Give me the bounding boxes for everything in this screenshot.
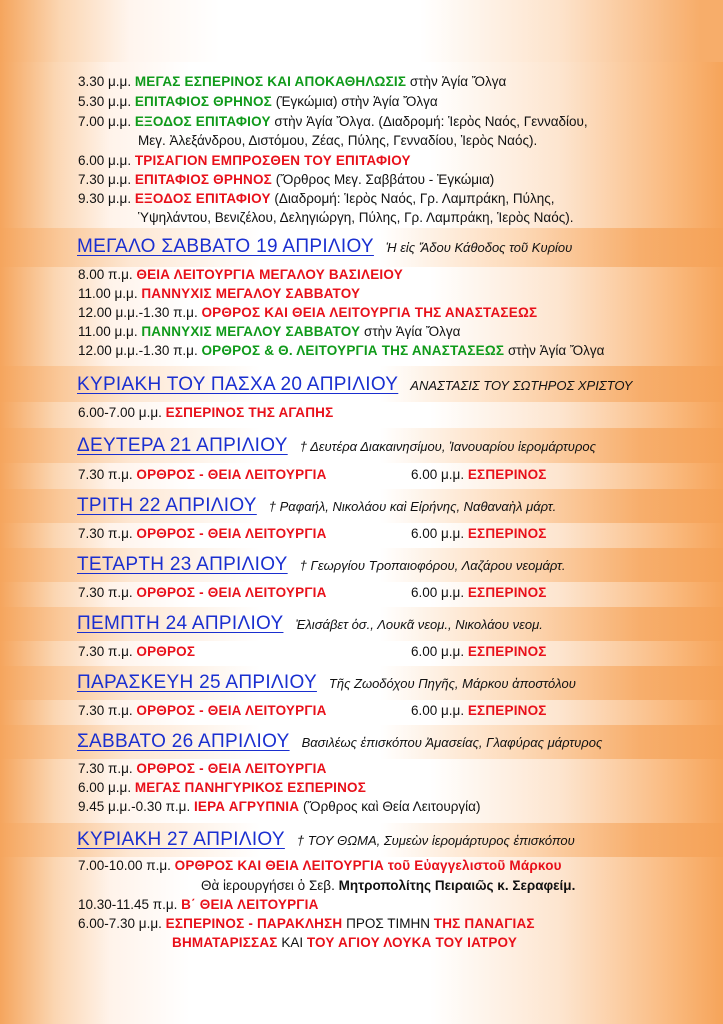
time: 9.30 μ.μ. xyxy=(78,191,135,206)
service-name: ΟΡΘΡΟΣ xyxy=(136,644,196,659)
note: στὴν Ἁγία Ὄλγα. (Διαδρομή: Ἱερὸς Ναός, Γενναδίου, xyxy=(270,114,588,129)
note: (Ὄρθρος Μεγ. Σαββάτου - Ἐγκώμια) xyxy=(271,172,495,187)
service-name: ΟΡΘΡΟΣ - ΘΕΙΑ ΛΕΙΤΟΥΡΓΙΑ xyxy=(136,703,327,718)
feast-name: † Γεωργίου Τροπαιοφόρου, Λαζάρου νεομάρτ. xyxy=(299,558,566,573)
top-band xyxy=(0,0,723,62)
time: 11.00 μ.μ. xyxy=(78,324,142,339)
schedule-line xyxy=(78,113,588,130)
day-heading-sunday27 xyxy=(77,829,575,851)
time: 7.30 π.μ. xyxy=(78,644,137,659)
service-name: ΟΡΘΡΟΣ ΚΑΙ ΘΕΙΑ ΛΕΙΤΟΥΡΓΙΑ xyxy=(174,858,384,873)
service-name: ΘΕΙΑ ΛΕΙΤΟΥΡΓΙΑ ΜΕΓΑΛΟΥ ΒΑΣΙΛΕΙΟΥ xyxy=(136,267,403,282)
feast-name: † ΤΟΥ ΘΩΜΑ, Συμεὼν ἱερομάρτυρος ἐπισκόπου xyxy=(296,833,575,848)
service-name: ΕΣΠΕΡΙΝΟΣ ΤΗΣ ΑΓΑΠΗΣ xyxy=(165,405,334,420)
service-name: ΟΡΘΡΟΣ ΚΑΙ ΘΕΙΑ ΛΕΙΤΟΥΡΓΙΑ ΤΗΣ ΑΝΑΣΤΑΣΕΩΣ xyxy=(201,305,538,320)
note: στὴν Ἁγία Ὄλγα xyxy=(406,74,507,89)
schedule-line xyxy=(78,285,360,302)
time: 7.30 π.μ. xyxy=(78,703,137,718)
note: Ὑψηλάντου, Βενιζέλου, Δεληγιώργη, Πύλης, Γρ. Λαμπράκη, Ἱερὸς Ναός). xyxy=(138,210,574,225)
schedule-line-continued xyxy=(172,934,517,951)
service-name: ΜΕΓΑΣ ΠΑΝΗΓΥΡΙΚΟΣ ΕΣΠΕΡΙΝΟΣ xyxy=(134,780,367,795)
schedule-line xyxy=(78,643,195,660)
service-name: ΕΠΙΤΑΦΙΟΣ ΘΡΗΝΟΣ xyxy=(134,172,272,187)
time: 6.00 μ.μ. xyxy=(411,644,468,659)
time: 7.00-10.00 π.μ. xyxy=(78,858,175,873)
schedule-line xyxy=(78,73,506,90)
day-heading-great-saturday xyxy=(77,236,572,258)
service-name: ΤΡΙΣΑΓΙΟΝ ΕΜΠΡΟΣΘΕΝ ΤΟΥ ΕΠΙΤΑΦΙΟΥ xyxy=(134,153,411,168)
schedule-line xyxy=(78,342,604,359)
service-name: ΕΣΠΕΡΙΝΟΣ xyxy=(467,585,547,600)
service-name: ΕΣΠΕΡΙΝΟΣ xyxy=(467,467,547,482)
day-title: ΠΑΡΑΣΚΕΥΗ 25 ΑΠΡΙΛΙΟΥ xyxy=(77,672,317,693)
day-title: ΜΕΓΑΛΟ ΣΑΒΒΑΤΟ 19 ΑΠΡΙΛΙΟΥ xyxy=(77,236,374,257)
service-name: ΕΣΠΕΡΙΝΟΣ xyxy=(467,526,547,541)
day-heading-friday25 xyxy=(77,672,576,694)
service-name: ΟΡΘΡΟΣ - ΘΕΙΑ ΛΕΙΤΟΥΡΓΙΑ xyxy=(136,761,327,776)
note: ΚΑΙ xyxy=(277,935,307,950)
time: 7.30 π.μ. xyxy=(78,526,137,541)
time: 7.30 π.μ. xyxy=(78,585,137,600)
feast-name: † Ραφαήλ, Νικολάου καὶ Εἰρήνης, Ναθαναὴλ μάρτ. xyxy=(268,499,557,514)
time: 5.30 μ.μ. xyxy=(78,94,135,109)
service-name: ΟΡΘΡΟΣ - ΘΕΙΑ ΛΕΙΤΟΥΡΓΙΑ xyxy=(136,526,327,541)
note: στὴν Ἁγία Ὄλγα xyxy=(360,324,461,339)
schedule-line xyxy=(411,584,547,601)
schedule-line xyxy=(78,760,327,777)
time: 6.00 μ.μ. xyxy=(411,703,468,718)
day-title: ΤΕΤΑΡΤΗ 23 ΑΠΡΙΛΙΟΥ xyxy=(77,554,288,575)
time: 6.00-7.00 μ.μ. xyxy=(78,405,166,420)
day-title: ΤΡΙΤΗ 22 ΑΠΡΙΛΙΟΥ xyxy=(77,495,257,516)
schedule-line xyxy=(78,584,327,601)
time: 3.30 μ.μ. xyxy=(78,74,135,89)
day-heading-monday xyxy=(77,435,596,457)
time: 8.00 π.μ. xyxy=(78,267,137,282)
service-name: Β΄ ΘΕΙΑ ΛΕΙΤΟΥΡΓΙΑ xyxy=(181,897,319,912)
service-name: ΕΣΠΕΡΙΝΟΣ xyxy=(467,644,547,659)
service-name: ΒΗΜΑΤΑΡΙΣΣΑΣ xyxy=(172,935,278,950)
schedule-line xyxy=(411,702,547,719)
service-name: ΜΕΓΑΣ ΕΣΠΕΡΙΝΟΣ ΚΑΙ ΑΠΟΚΑΘΗΛΩΣΙΣ xyxy=(134,74,407,89)
service-name: ΟΡΘΡΟΣ - ΘΕΙΑ ΛΕΙΤΟΥΡΓΙΑ xyxy=(136,585,327,600)
schedule-line xyxy=(78,896,319,913)
feast-name: Τῆς Ζωοδόχου Πηγῆς, Μάρκου ἀποστόλου xyxy=(328,676,576,691)
schedule-line xyxy=(78,857,562,874)
note: στὴν Ἁγία Ὄλγα xyxy=(504,343,605,358)
service-name: ΠΑΝΝΥΧΙΣ ΜΕΓΑΛΟΥ ΣΑΒΒΑΤΟΥ xyxy=(141,286,361,301)
time: 10.30-11.45 π.μ. xyxy=(78,897,182,912)
schedule-line xyxy=(78,190,555,207)
time: 7.30 π.μ. xyxy=(78,467,137,482)
schedule-line xyxy=(411,466,547,483)
time: 7.30 μ.μ. xyxy=(78,172,135,187)
service-name: ΕΞΟΔΟΣ ΕΠΙΤΑΦΙΟΥ xyxy=(134,114,271,129)
feast-name: Ἡ εἰς Ἅδου Κάθοδος τοῦ Κυρίου xyxy=(385,240,573,255)
day-title: ΔΕΥΤΕΡΑ 21 ΑΠΡΙΛΙΟΥ xyxy=(77,435,288,456)
time: 6.00 μ.μ. xyxy=(411,467,468,482)
feast-name: Βασιλέως ἐπισκόπου Ἀμασείας, Γλαφύρας μάρτυρος xyxy=(301,735,603,750)
schedule-line xyxy=(78,466,327,483)
schedule-line xyxy=(78,798,480,815)
note: Μεγ. Ἀλεξάνδρου, Διστόμου, Ζέας, Πύλης, Γενναδίου, Ἱερὸς Ναός). xyxy=(138,133,538,148)
note: (Ἐγκώμια) στὴν Ἁγία Ὄλγα xyxy=(271,94,438,109)
schedule-line xyxy=(78,304,537,321)
celebrant: Μητροπολίτης Πειραιῶς κ. Σεραφείμ. xyxy=(338,878,576,893)
schedule-line xyxy=(78,702,327,719)
schedule-line xyxy=(411,525,547,542)
schedule-line xyxy=(411,643,547,660)
schedule-line xyxy=(78,525,327,542)
schedule-line xyxy=(78,152,411,169)
service-name: ΤΗΣ ΠΑΝΑΓΙΑΣ xyxy=(433,916,535,931)
day-title: ΣΑΒΒΑΤΟ 26 ΑΠΡΙΛΙΟΥ xyxy=(77,731,290,752)
schedule-line xyxy=(201,877,575,894)
time: 6.00 μ.μ. xyxy=(78,153,135,168)
note: ΠΡΟΣ ΤΙΜΗΝ xyxy=(342,916,434,931)
day-heading-saturday26 xyxy=(77,731,602,753)
schedule-line xyxy=(78,171,494,188)
note: (Διαδρομή: Ἱερὸς Ναός, Γρ. Λαμπράκη, Πύλης, xyxy=(270,191,555,206)
schedule-line xyxy=(78,323,460,340)
service-name: ΕΞΟΔΟΣ ΕΠΙΤΑΦΙΟΥ xyxy=(134,191,271,206)
service-name: ΠΑΝΝΥΧΙΣ ΜΕΓΑΛΟΥ ΣΑΒΒΑΤΟΥ xyxy=(141,324,361,339)
service-name: ΟΡΘΡΟΣ - ΘΕΙΑ ΛΕΙΤΟΥΡΓΙΑ xyxy=(136,467,327,482)
time: 6.00 μ.μ. xyxy=(411,585,468,600)
schedule-line xyxy=(78,266,403,283)
time: 6.00 μ.μ. xyxy=(78,780,135,795)
schedule-line-continued xyxy=(138,132,537,149)
schedule-line xyxy=(78,779,366,796)
feast-name: Ἐλισάβετ ὁσ., Λουκᾶ νεομ., Νικολάου νεομ. xyxy=(295,617,543,632)
day-heading-thursday xyxy=(77,613,543,635)
service-name: ΕΣΠΕΡΙΝΟΣ - ΠΑΡΑΚΛΗΣΗ xyxy=(165,916,343,931)
service-name: ΟΡΘΡΟΣ & Θ. ΛΕΙΤΟΥΡΓΙΑ ΤΗΣ ΑΝΑΣΤΑΣΕΩΣ xyxy=(201,343,505,358)
time: 6.00 μ.μ. xyxy=(411,526,468,541)
time: 12.00 μ.μ.-1.30 π.μ. xyxy=(78,343,202,358)
service-name: ΕΠΙΤΑΦΙΟΣ ΘΡΗΝΟΣ xyxy=(134,94,272,109)
schedule-line-continued xyxy=(138,209,573,226)
schedule-line xyxy=(78,915,535,932)
note: Θὰ ἱερουργήσει ὁ Σεβ. xyxy=(201,878,339,893)
time: 7.00 μ.μ. xyxy=(78,114,135,129)
time: 11.00 μ.μ. xyxy=(78,286,142,301)
note: τοῦ Εὐαγγελιστοῦ Μάρκου xyxy=(383,858,562,873)
time: 12.00 μ.μ.-1.30 π.μ. xyxy=(78,305,202,320)
day-title: ΠΕΜΠΤΗ 24 ΑΠΡΙΛΙΟΥ xyxy=(77,613,284,634)
service-name: ΙΕΡΑ ΑΓΡΥΠΝΙΑ xyxy=(193,799,300,814)
schedule-line xyxy=(78,93,438,110)
day-title: ΚΥΡΙΑΚΗ ΤΟΥ ΠΑΣΧΑ 20 ΑΠΡΙΛΙΟΥ xyxy=(77,374,399,395)
service-name: ΕΣΠΕΡΙΝΟΣ xyxy=(467,703,547,718)
day-heading-easter xyxy=(77,374,632,396)
feast-name: † Δευτέρα Διακαινησίμου, Ἰανουαρίου ἱερομάρτυρος xyxy=(299,439,596,454)
schedule-line xyxy=(78,404,333,421)
day-heading-wednesday xyxy=(77,554,566,576)
time: 9.45 μ.μ.-0.30 π.μ. xyxy=(78,799,194,814)
feast-name: ΑΝΑΣΤΑΣΙΣ ΤΟΥ ΣΩΤΗΡΟΣ ΧΡΙΣΤΟΥ xyxy=(410,378,633,393)
note: (Ὄρθρος καὶ Θεία Λειτουργία) xyxy=(299,799,481,814)
day-title: ΚΥΡΙΑΚΗ 27 ΑΠΡΙΛΙΟΥ xyxy=(77,829,285,850)
time: 7.30 π.μ. xyxy=(78,761,137,776)
time: 6.00-7.30 μ.μ. xyxy=(78,916,166,931)
day-heading-tuesday xyxy=(77,495,556,517)
service-name: ΤΟΥ ΑΓΙΟΥ ΛΟΥΚΑ ΤΟΥ ΙΑΤΡΟΥ xyxy=(306,935,518,950)
